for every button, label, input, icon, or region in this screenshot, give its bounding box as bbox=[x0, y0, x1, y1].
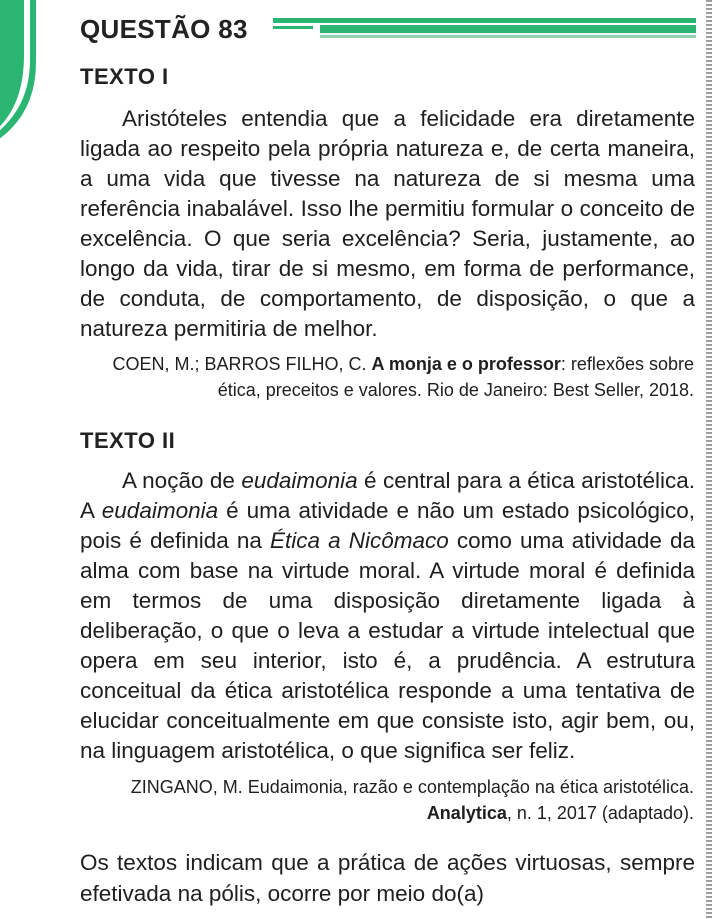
texto1-paragraph: Aristóteles entendia que a felicidade era diretamente ligada ao respeito pela própria natureza e, de certa maneira, a uma vida que tivesse na natureza de si mesma uma referência inabalável. Isso lhe permitiu formular o conceito de excelência. O que seria excelência? Seria, justamente, ao longo da vida, tirar de si mesmo, em forma de performance, de conduta, de comportamento, de disposição, o que a natureza permitiria de melhor. bbox=[80, 106, 695, 341]
texto2-text-part: como uma atividade da alma com base na virtude moral. A virtude moral é definida em termos de uma disposição diretamente ligada à deliberação, o que o leva a estudar a virtude intelectual que opera em seu interior, isto é, a prudência. A estrutura conceitual da ética aristotélica responde a uma tentativa de elucidar conceitualmente em que consiste isto, agir bem, ou, na linguagem aristotélica, o que significa ser feliz. bbox=[80, 528, 695, 763]
citation-line2 bbox=[94, 800, 694, 826]
side-dotted-strip bbox=[706, 0, 712, 919]
question-stem: Os textos indicam que a prática de ações virtuosas, sempre efetivada na pólis, ocorre por meio do(a) bbox=[80, 850, 695, 906]
texto1-citation bbox=[94, 351, 694, 403]
question-header bbox=[80, 12, 248, 46]
texto2-text-part: é central para a ética aristotélica. A bbox=[80, 468, 695, 523]
citation-book-title: A monja e o professor bbox=[371, 354, 561, 374]
texto2-text-part: A noção de bbox=[122, 468, 242, 493]
citation-rest: , n. 1, 2017 (adaptado). bbox=[506, 803, 694, 823]
texto2-paragraph bbox=[80, 466, 695, 766]
eudaimonia-term: eudaimonia bbox=[241, 468, 358, 493]
texto2-text-part: é uma atividade e não um estado psicológico, pois é definida na bbox=[80, 498, 695, 553]
texto2-citation bbox=[94, 774, 694, 826]
texto2-heading: TEXTO II bbox=[80, 428, 176, 453]
citation-journal: Analytica bbox=[426, 803, 507, 823]
texto1-heading: TEXTO I bbox=[80, 64, 169, 89]
corner-arc-decoration bbox=[0, 0, 50, 145]
book-title-italic: Ética a Nicômaco bbox=[270, 528, 449, 553]
question-title: QUESTÃO 83 bbox=[80, 13, 248, 44]
citation-line1: ZINGANO, M. Eudaimonia, razão e contemplação na ética aristotélica. bbox=[130, 777, 694, 797]
title-decoration-bars bbox=[273, 18, 696, 40]
citation-rest: : reflexões sobre ética, preceitos e valores. Rio de Janeiro: Best Seller, 2018. bbox=[217, 354, 694, 400]
eudaimonia-term: eudaimonia bbox=[101, 498, 219, 523]
citation-authors: COEN, M.; BARROS FILHO, C. bbox=[112, 354, 372, 374]
